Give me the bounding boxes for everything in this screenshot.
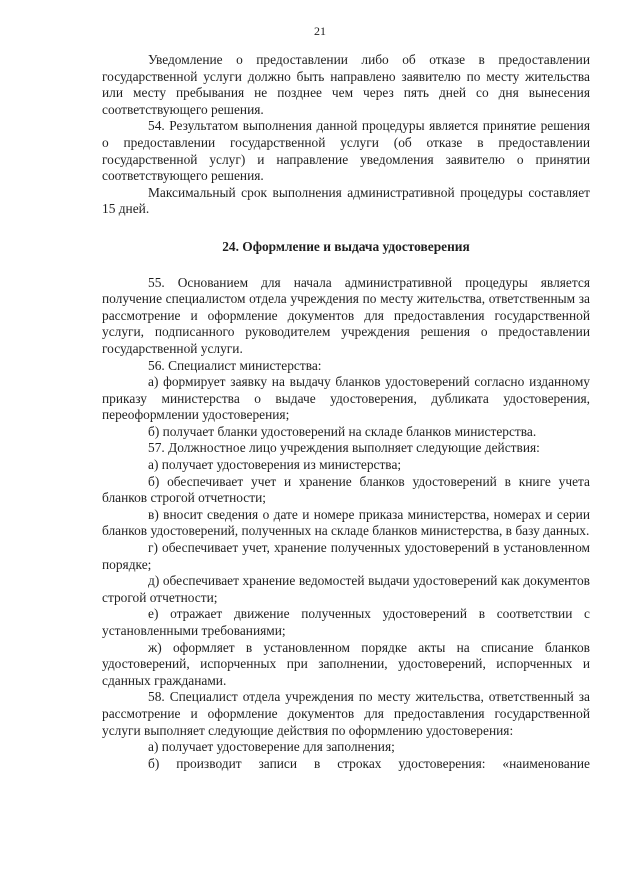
paragraph-58-b: б) производит записи в строках удостоверения: «наименование	[148, 755, 590, 771]
paragraph-58: 58. Специалист отдела учреждения по месту жительства, ответственный за рассмотрение и оформление документов для предоставления государственной услуги выполняет следующие действия по оформлению удостоверения:	[102, 689, 590, 738]
paragraph-57-zh: ж) оформляет в установленном порядке акты на списание бланков удостоверений, испорченных при заполнении, удостоверений, испорченных и сданных гражданами.	[102, 639, 590, 688]
paragraph-57-d: д) обеспечивает хранение ведомостей выдачи удостоверений как документов строгой отчетности;	[102, 573, 590, 605]
paragraph-56-a: а) формирует заявку на выдачу бланков удостоверений согласно изданному приказу министерства о выдаче удостоверения, дубликата удостоверения, переоформлении удостоверения;	[102, 374, 590, 423]
paragraph-55: 55. Основанием для начала административной процедуры является получение специалистом отдела учреждения по месту жительства, ответственным за рассмотрение и оформление документов для предоставления государственной услуги, подписанного руководителем учреждения решения о предоставлении государственной услуги.	[102, 274, 590, 356]
paragraph-max-term: Максимальный срок выполнения административной процедуры составляет 15 дней.	[102, 184, 590, 217]
page-number: 21	[314, 24, 326, 38]
section-heading: 24. Оформление и выдача удостоверения	[222, 238, 470, 254]
paragraph-57: 57. Должностное лицо учреждения выполняет следующие действия:	[148, 440, 540, 456]
paragraph-notification: Уведомление о предоставлении либо об отказе в предоставлении государственной услуги должно быть направлено заявителю по месту жительства или месту пребывания не позднее чем через пять дней со дня вынесения соответствующего решения.	[102, 52, 590, 117]
paragraph-57-e: е) отражает движение полученных удостоверений в соответствии с установленными требованиями;	[102, 606, 590, 638]
paragraph-58-a: а) получает удостоверение для заполнения;	[148, 739, 395, 755]
paragraph-54: 54. Результатом выполнения данной процедуры является принятие решения о предоставлении государственной услуги (об отказе в предоставлении государственной услуг) и направление уведомления заявителю о принятии соответствующего решения.	[102, 118, 590, 184]
paragraph-57-b: б) обеспечивает учет и хранение бланков удостоверений в книге учета бланков строгой отчетности;	[102, 473, 590, 506]
document-body	[102, 52, 590, 772]
paragraph-57-g: г) обеспечивает учет, хранение полученных удостоверений в установленном порядке;	[102, 540, 590, 572]
paragraph-57-a: а) получает удостоверения из министерства;	[148, 457, 402, 473]
paragraph-56: 56. Специалист министерства:	[148, 357, 322, 373]
paragraph-56-b: б) получает бланки удостоверений на складе бланков министерства.	[148, 423, 537, 439]
paragraph-57-v: в) вносит сведения о дате и номере приказа министерства, номерах и серии бланков удостоверений, полученных на складе бланков министерства, в базу данных.	[102, 506, 590, 539]
